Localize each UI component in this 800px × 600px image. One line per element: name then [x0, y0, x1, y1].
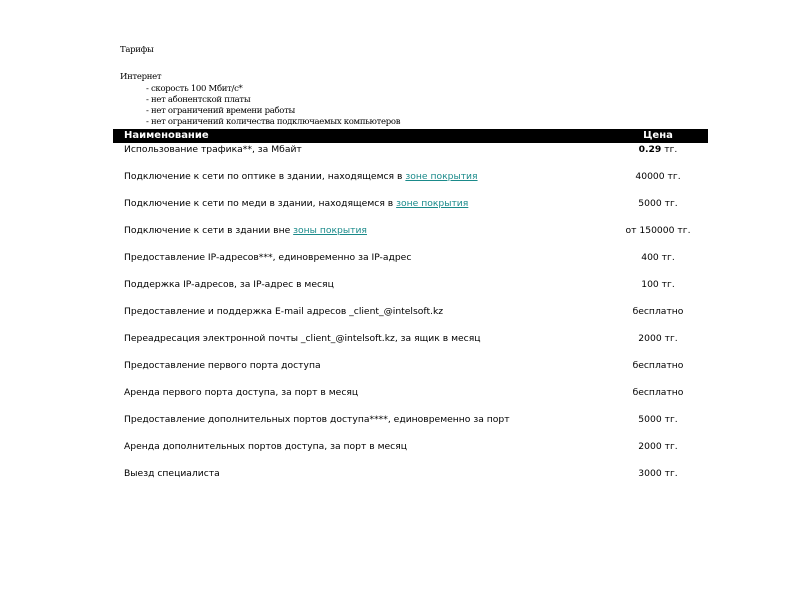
table-row: [113, 387, 708, 401]
header-price: Цена: [643, 130, 673, 141]
row-price: [603, 306, 713, 317]
table-row: [113, 252, 708, 266]
row-price: [603, 387, 713, 398]
row-name-text: Аренда дополнительных портов доступа, за порт в месяц: [124, 441, 408, 452]
table-row: [113, 279, 708, 293]
feature: - нет ограничений количества подключаемых компьютеров: [146, 117, 401, 127]
row-name: [124, 198, 468, 209]
table-row: [113, 414, 708, 428]
price-text: 40000 тг.: [635, 171, 681, 182]
row-name-text: Подключение к сети по оптике в здании, находящемся в: [124, 171, 406, 182]
row-price: [603, 252, 713, 263]
row-name-text: Поддержка IP-адресов, за IP-адрес в месяц: [124, 279, 334, 290]
row-name: [124, 414, 510, 425]
feature: - нет абонентской платы: [146, 95, 251, 105]
coverage-link[interactable]: зоны покрытия: [293, 225, 367, 236]
row-price: [603, 360, 713, 371]
row-name: [124, 252, 411, 263]
section-title: Интернет: [120, 72, 162, 82]
price-text: тг.: [661, 144, 678, 155]
row-price: [603, 414, 713, 425]
price-text: 5000 тг.: [638, 198, 678, 209]
page-title: Тарифы: [120, 45, 154, 55]
row-name-text: Использование трафика**, за Мбайт: [124, 144, 302, 155]
row-name: [124, 360, 321, 371]
row-price: [603, 225, 713, 236]
row-name: [124, 144, 302, 155]
row-name-text: Предоставление первого порта доступа: [124, 360, 321, 371]
row-price: [603, 279, 713, 290]
header-name: Наименование: [124, 130, 209, 141]
row-name: [124, 225, 367, 236]
table-row: [113, 225, 708, 239]
row-name: [124, 468, 220, 479]
row-price: [603, 468, 713, 479]
price-text: 100 тг.: [641, 279, 675, 290]
row-name: [124, 333, 480, 344]
row-name-text: Аренда первого порта доступа, за порт в месяц: [124, 387, 359, 398]
row-name: [124, 279, 334, 290]
table-row: [113, 144, 708, 158]
row-name-text: Подключение к сети в здании вне: [124, 225, 294, 236]
row-name-text: Предоставление и поддержка E-mail адресов _client_@intelsoft.kz: [124, 306, 444, 317]
row-name: [124, 306, 443, 317]
row-price: [603, 171, 713, 182]
row-price: [603, 198, 713, 209]
row-name-text: Предоставление дополнительных портов доступа****, единовременно за порт: [124, 414, 510, 425]
table-row: [113, 171, 708, 185]
coverage-link[interactable]: зоне покрытия: [405, 171, 478, 182]
feature: - скорость 100 Мбит/с*: [146, 84, 243, 94]
row-name: [124, 387, 358, 398]
table-row: [113, 306, 708, 320]
table-row: [113, 360, 708, 374]
row-price: [603, 441, 713, 452]
price-text: от 150000 тг.: [625, 225, 691, 236]
row-price: [603, 144, 713, 155]
price-text: 2000 тг.: [638, 333, 678, 344]
price-value: 0.29: [638, 144, 662, 155]
table-row: [113, 198, 708, 212]
table-row: [113, 441, 708, 455]
row-price: [603, 333, 713, 344]
price-text: бесплатно: [632, 360, 684, 371]
price-text: бесплатно: [632, 306, 684, 317]
price-text: бесплатно: [632, 387, 684, 398]
coverage-link[interactable]: зоне покрытия: [396, 198, 469, 209]
row-name: [124, 441, 407, 452]
row-name-text: Переадресация электронной почты _client_@intelsoft.kz, за ящик в месяц: [124, 333, 481, 344]
price-text: 2000 тг.: [638, 441, 678, 452]
table-header: [113, 129, 708, 143]
row-name-text: Предоставление IP-адресов***, единовременно за IP-адрес: [124, 252, 412, 263]
row-name-text: Выезд специалиста: [124, 468, 220, 479]
row-name: [124, 171, 478, 182]
price-text: 3000 тг.: [638, 468, 678, 479]
price-text: 5000 тг.: [638, 414, 678, 425]
table-row: [113, 333, 708, 347]
row-name-text: Подключение к сети по меди в здании, находящемся в: [124, 198, 397, 209]
feature: - нет ограничений времени работы: [146, 106, 295, 116]
price-text: 400 тг.: [641, 252, 675, 263]
table-row: [113, 468, 708, 482]
